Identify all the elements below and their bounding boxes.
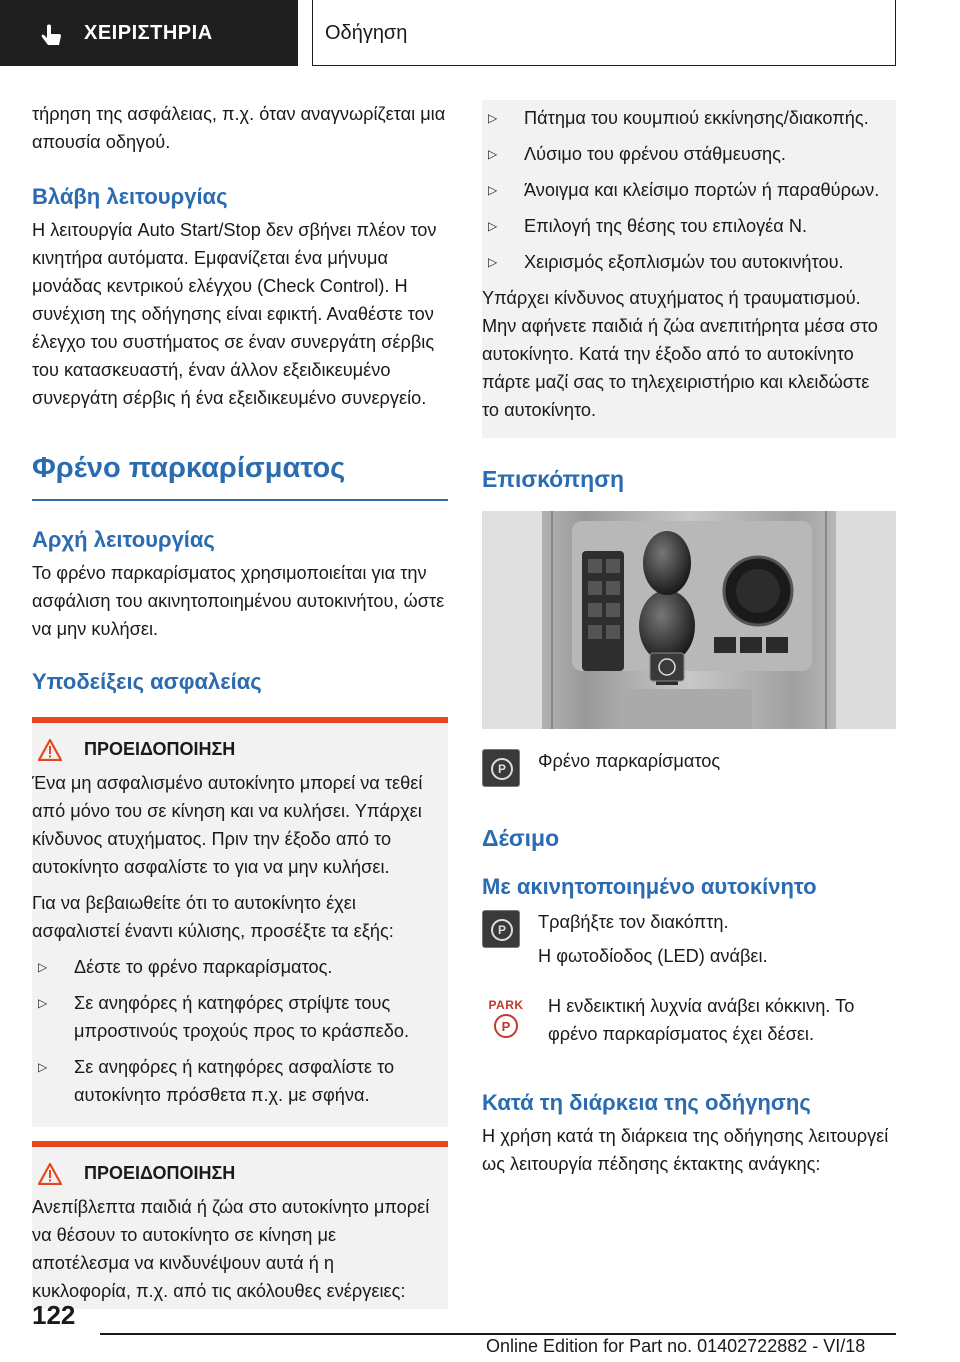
warning-text-2: Για να βεβαιωθείτε ότι το αυτοκίνητο έχει ασφαλιστεί έναντι κύλισης, προσέξτε τα εξής: xyxy=(32,892,394,941)
warning-list xyxy=(32,953,434,1109)
action-list xyxy=(482,104,884,276)
warning-text-1: Ένα μη ασφαλισμένο αυτοκίνητο μπορεί να τεθεί από μόνο του σε κίνηση και να κυλήσει. Υπάρχει κίνδυνος ατυχήματος. Πριν την έξοδο από το αυτοκίνητο ασφαλίστε το για να μην κυλήσει. xyxy=(32,772,423,877)
hand-pointer-icon xyxy=(40,24,66,50)
chapter-tab xyxy=(0,0,298,66)
safety-heading: Υποδείξεις ασφαλείας xyxy=(32,668,262,694)
park-indicator-icon: PARK P xyxy=(486,998,526,1042)
list-item: ▷ Πάτημα του κουμπιού εκκίνησης/διακοπής. xyxy=(488,108,869,128)
page-number: 122 xyxy=(32,1300,76,1330)
overview-heading: Επισκόπηση xyxy=(482,466,624,492)
malfunction-heading: Βλάβη λειτουργίας xyxy=(32,184,228,209)
warning-box-1 xyxy=(32,717,448,1127)
pull-switch-text: Τραβήξτε τον διακόπτη. xyxy=(538,912,729,932)
warning-box-2 xyxy=(32,1141,448,1309)
list-item: ▷ Χειρισμός εξοπλισμών του αυτοκινήτου. xyxy=(488,252,844,272)
warning-continuation xyxy=(482,100,896,438)
list-item: ▷ Σε ανηφόρες ή κατηφόρες στρίψτε τους μπροστινούς τροχούς προς το κράσπεδο. xyxy=(38,992,410,1041)
list-item: ▷ Λύσιμο του φρένου στάθμευσης. xyxy=(488,144,786,164)
warning-title-2: ΠΡΟΕΙΔΟΠΟΙΗΣΗ xyxy=(32,1163,434,1185)
list-item: ▷ Δέστε το φρένο παρκαρίσματος. xyxy=(38,956,333,977)
pull-switch-row xyxy=(482,908,896,978)
left-column xyxy=(32,100,448,1309)
photo-caption: Φρένο παρκαρίσματος xyxy=(538,751,721,771)
stationary-heading: Με ακινητοποιημένο αυτοκίνητο xyxy=(482,874,817,899)
warning-text-3: Ανεπίβλεπτα παιδιά ή ζώα στο αυτοκίνητο μπορεί να θέσουν το αυτοκίνητο σε κίνηση με αποτέλεσμα να κινδυνέψουν αυτά ή η κυκλοφορία, π.χ. από τις ακόλουθες ενέργειες: xyxy=(32,1196,430,1301)
principle-text: Το φρένο παρκαρίσματος χρησιμοποιείται για την ασφάλιση του ακινητοποιημένου αυτοκινήτου, ώστε να μην κυλήσει. xyxy=(32,562,445,639)
section-tab xyxy=(312,0,896,66)
caption-row xyxy=(482,747,896,801)
section-heading: Φρένο παρκαρίσματος xyxy=(32,452,346,484)
list-item: ▷ Σε ανηφόρες ή κατηφόρες ασφαλίστε το αυτοκίνητο πρόσθετα π.χ. με σφήνα. xyxy=(38,1056,395,1105)
warning-cont-text: Υπάρχει κίνδυνος ατυχήματος ή τραυματισμού. Μην αφήνετε παιδιά ή ζώα ανεπιτήρητα μέσα στο αυτοκίνητο. Κατά την έξοδο από το αυτοκίνητο πάρτε μαζί σας το τηλεχειριστήριο και κλειδώστε το αυτοκίνητο. xyxy=(482,288,878,420)
warning-triangle-icon xyxy=(38,739,62,761)
section-title: Οδήγηση xyxy=(325,22,408,44)
intro-text: τήρηση της ασφάλειας, π.χ. όταν αναγνωρίζεται μια απουσία οδηγού. xyxy=(32,104,446,152)
warning-title-1: ΠΡΟΕΙΔΟΠΟΙΗΣΗ xyxy=(32,739,434,761)
park-indicator-row xyxy=(482,992,896,1068)
while-driving-heading: Κατά τη διάρκεια της οδήγησης xyxy=(482,1090,811,1115)
engage-heading: Δέσιμο xyxy=(482,825,560,851)
malfunction-text: Η λειτουργία Auto Start/Stop δεν σβήνει πλέον τον κινητήρα αυτόματα. Εμφανίζεται ένα μήνυμα μονάδας κεντρικού ελέγχου (Check Control). Η συνέχιση της οδήγησης είναι εφικτή. Αναθέστε τον έλεγχο του συστήματος σε έναν συνεργάτη σέρβις του κατασκευαστή, έναν άλλον εξειδικευμένο συνεργάτη σέρβις ή ένα εξειδικευμένο συνεργείο. xyxy=(32,220,437,408)
list-item: ▷ Άνοιγμα και κλείσιμο πορτών ή παραθύρων. xyxy=(488,180,880,200)
parking-brake-icon: P xyxy=(482,749,520,787)
right-column xyxy=(482,100,896,1178)
footer-divider xyxy=(100,1333,896,1335)
list-item: ▷ Επιλογή της θέσης του επιλογέα N. xyxy=(488,216,808,236)
indicator-text: Η ενδεικτική λυχνία ανάβει κόκκινη. Το φρένο παρκαρίσματος έχει δέσει. xyxy=(548,996,855,1044)
parking-brake-switch-icon: P xyxy=(482,910,520,948)
edition-text: Online Edition for Part no. 01402722882 - VI/18 xyxy=(486,1336,866,1356)
chapter-title: ΧΕΙΡΙΣΤΗΡΙΑ xyxy=(84,22,213,44)
while-driving-text: Η χρήση κατά τη διάρκεια της οδήγησης λειτουργεί ως λειτουργία πέδησης έκτακτης ανάγκης: xyxy=(482,1126,889,1174)
principle-heading: Αρχή λειτουργίας xyxy=(32,526,215,552)
led-text: Η φωτοδίοδος (LED) ανάβει. xyxy=(538,946,768,966)
section-divider xyxy=(32,499,448,501)
center-console-photo xyxy=(482,511,896,729)
warning-triangle-icon xyxy=(38,1163,62,1185)
